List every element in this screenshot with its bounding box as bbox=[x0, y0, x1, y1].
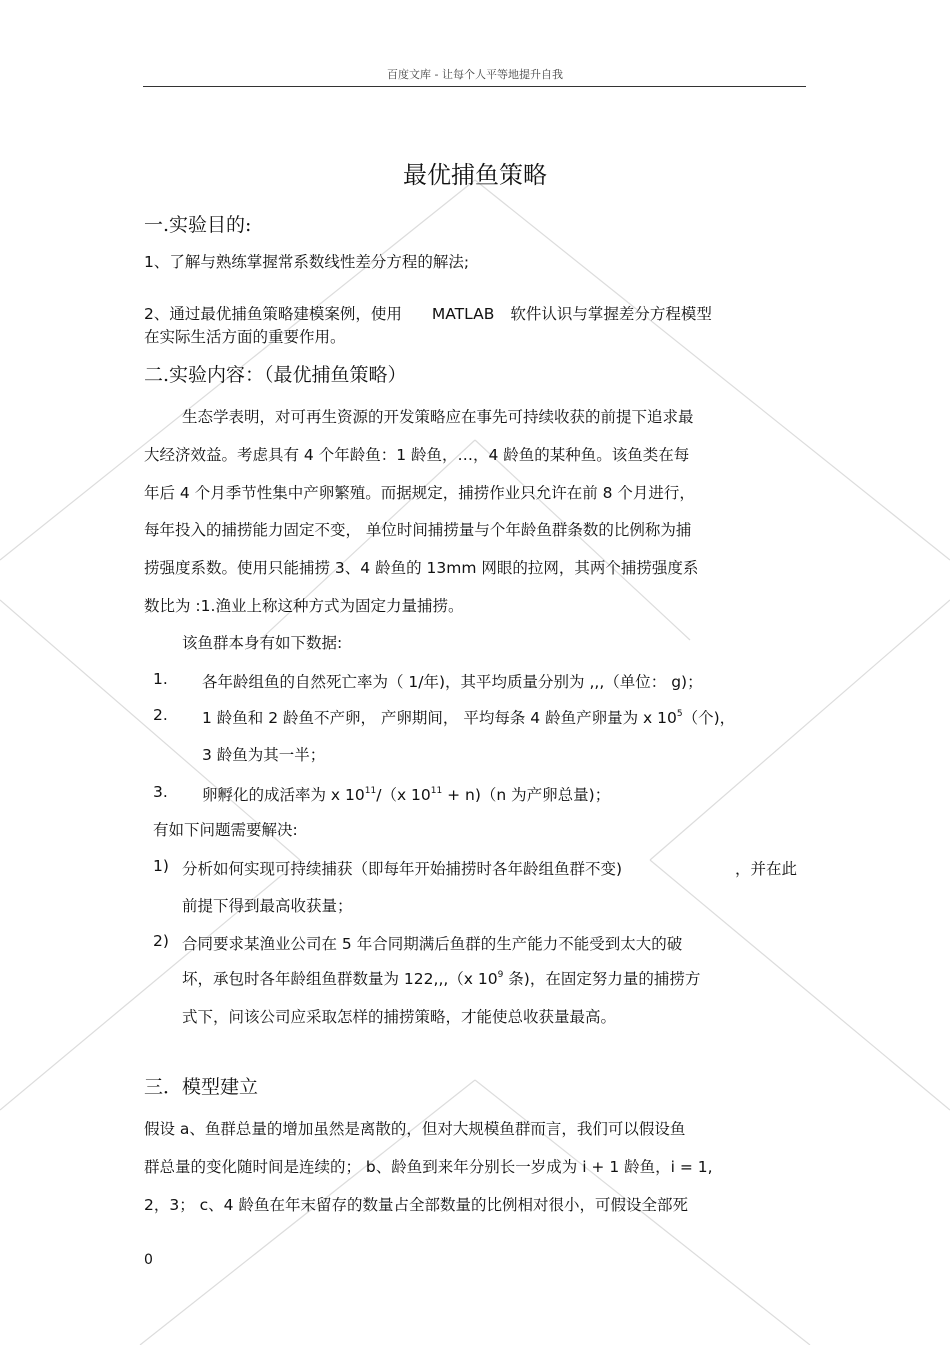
problems-intro: 有如下问题需要解决: bbox=[153, 821, 298, 839]
data-item-number: 1. bbox=[153, 670, 168, 688]
problem-text-cont: 式下，问该公司应采取怎样的捕捞策略，才能使总收获量最高。 bbox=[182, 1008, 617, 1026]
purpose-item-2-matlab: MATLAB bbox=[431, 305, 495, 323]
page-number: 0 bbox=[144, 1252, 153, 1268]
problem-text: 合同要求某渔业公司在 5 年合同期满后鱼群的生产能力不能受到太大的破 bbox=[182, 935, 683, 953]
purpose-item-2-part-a: 2、通过最优捕鱼策略建模案例，使用 bbox=[144, 305, 402, 323]
data-item-text-a: 卵孵化的成活率为 x 10 bbox=[202, 786, 365, 804]
problem-text: 分析如何实现可持续捕获（即每年开始捕捞时各年龄组鱼群不变) bbox=[182, 860, 623, 878]
superscript: 9 bbox=[497, 970, 504, 980]
data-item-text bbox=[202, 706, 735, 728]
page-header: 百度文库 - 让每个人平等地提升自我 bbox=[387, 68, 563, 81]
data-item-text-c: + n)（n 为产卵总量)； bbox=[442, 786, 611, 804]
problem-number: 2) bbox=[153, 932, 169, 950]
content-para-line: 年后 4 个月季节性集中产卵繁殖。而据规定，捕捞作业只允许在前 8 个月进行， bbox=[144, 484, 695, 502]
section-heading-purpose: 一.实验目的: bbox=[144, 214, 252, 236]
model-line: 群总量的变化随时间是连续的； b、龄鱼到来年分别长一岁成为 i + 1 龄鱼，i = 1, bbox=[144, 1158, 713, 1176]
superscript: 11 bbox=[364, 786, 377, 796]
data-item-text-b: /（x 10 bbox=[376, 786, 431, 804]
model-line: 假设 a、鱼群总量的增加虽然是离散的，但对大规模鱼群而言，我们可以假设鱼 bbox=[144, 1120, 686, 1138]
problem-text-tail: ，并在此 bbox=[735, 860, 798, 878]
purpose-item-1: 1、了解与熟练掌握常系数线性差分方程的解法; bbox=[144, 253, 470, 271]
content-para-line: 每年投入的捕捞能力固定不变， 单位时间捕捞量与个年龄鱼群条数的比例称为捕 bbox=[144, 521, 692, 539]
data-item-number: 3. bbox=[153, 783, 168, 801]
model-line: 2，3； c、4 龄鱼在年末留存的数量占全部数量的比例相对很小，可假设全部死 bbox=[144, 1196, 688, 1214]
content-para-line: 生态学表明，对可再生资源的开发策略应在事先可持续收获的前提下追求最 bbox=[182, 408, 694, 426]
document-title: 最优捕鱼策略 bbox=[403, 161, 547, 189]
problem-text-cont: 前提下得到最高收获量； bbox=[182, 897, 353, 915]
data-item-text-post: （个)， bbox=[682, 709, 736, 727]
data-item-text bbox=[202, 783, 610, 805]
purpose-item-2-cont: 在实际生活方面的重要作用。 bbox=[144, 328, 346, 346]
problem-text-cont bbox=[182, 967, 700, 989]
section-heading-content: 二.实验内容：（最优捕鱼策略） bbox=[144, 364, 407, 386]
problem-number: 1) bbox=[153, 857, 169, 875]
content-para-line: 捞强度系数。使用只能捕捞 3、4 龄鱼的 13mm 网眼的拉网，其两个捕捞强度系 bbox=[144, 559, 699, 577]
superscript: 5 bbox=[676, 709, 683, 719]
data-intro: 该鱼群本身有如下数据: bbox=[182, 634, 343, 652]
data-item-text-cont: 3 龄鱼为其一半； bbox=[202, 746, 326, 764]
problem-text-post: 条)，在固定努力量的捕捞方 bbox=[503, 970, 701, 988]
data-item-number: 2. bbox=[153, 706, 168, 724]
superscript: 11 bbox=[430, 786, 443, 796]
content-para-line: 大经济效益。考虑具有 4 个年龄鱼：1 龄鱼，…，4 龄鱼的某种鱼。该鱼类在每 bbox=[144, 446, 690, 464]
purpose-item-2-part-c: 软件认识与掌握差分方程模型 bbox=[510, 305, 712, 323]
header-divider bbox=[143, 86, 806, 87]
content-para-line: 数比为 :1.渔业上称这种方式为固定力量捕捞。 bbox=[144, 597, 464, 615]
section-heading-model: 三．模型建立 bbox=[144, 1076, 259, 1098]
data-item-text: 各年龄组鱼的自然死亡率为（ 1/年)，其平均质量分别为 ,,,（单位： g)； bbox=[202, 673, 703, 691]
problem-text-pre: 坏，承包时各年龄组鱼群数量为 122,,,（x 10 bbox=[182, 970, 498, 988]
purpose-item-2 bbox=[144, 302, 712, 324]
data-item-text-pre: 1 龄鱼和 2 龄鱼不产卵， 产卵期间， 平均每条 4 龄鱼产卵量为 x 10 bbox=[202, 709, 677, 727]
